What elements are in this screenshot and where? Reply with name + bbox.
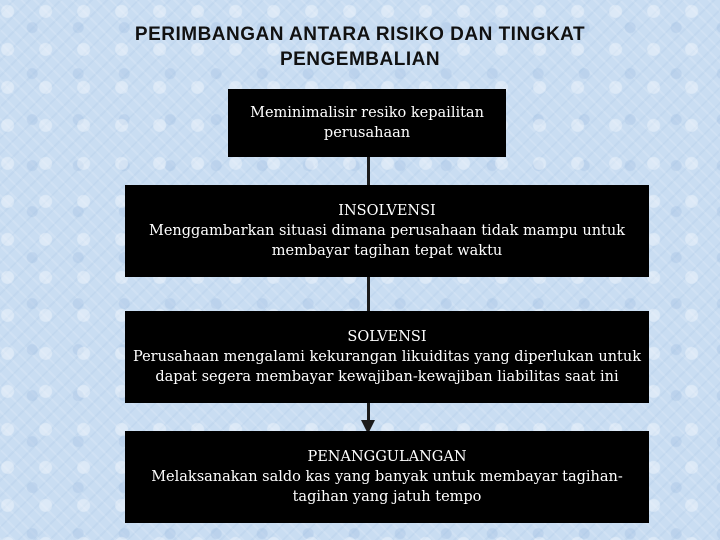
box-minimize-risk [228, 89, 506, 157]
box-insolvensi [125, 185, 649, 277]
box-penanggulangan-heading: PENANGGULANGAN [307, 449, 467, 465]
box-solvensi-heading: SOLVENSI [347, 329, 427, 345]
slide-title-line-2: PENGEMBALIAN [279, 49, 441, 70]
box-penanggulangan [125, 431, 649, 523]
box-solvensi-line-2: dapat segera membayar kewajiban-kewajiban liabilitas saat ini [155, 369, 619, 385]
slide-title [60, 22, 660, 72]
box-penanggulangan-line-2: tagihan yang jatuh tempo [292, 489, 482, 505]
box-minimize-risk-line-2: perusahaan [323, 125, 411, 141]
box-solvensi-line-1: Perusahaan mengalami kekurangan likuiditas yang diperlukan untuk [132, 349, 642, 365]
box-penanggulangan-line-1: Melaksanakan saldo kas yang banyak untuk membayar tagihan- [151, 469, 623, 485]
box-insolvensi-line-2: membayar tagihan tepat waktu [271, 243, 503, 259]
box-insolvensi-heading: INSOLVENSI [338, 203, 436, 219]
slide-title-line-1: PERIMBANGAN ANTARA RISIKO DAN TINGKAT [134, 24, 586, 45]
box-minimize-risk-line-1: Meminimalisir resiko kepailitan [250, 105, 484, 121]
box-solvensi [125, 311, 649, 403]
box-insolvensi-line-1: Menggambarkan situasi dimana perusahaan tidak mampu untuk [148, 223, 626, 239]
